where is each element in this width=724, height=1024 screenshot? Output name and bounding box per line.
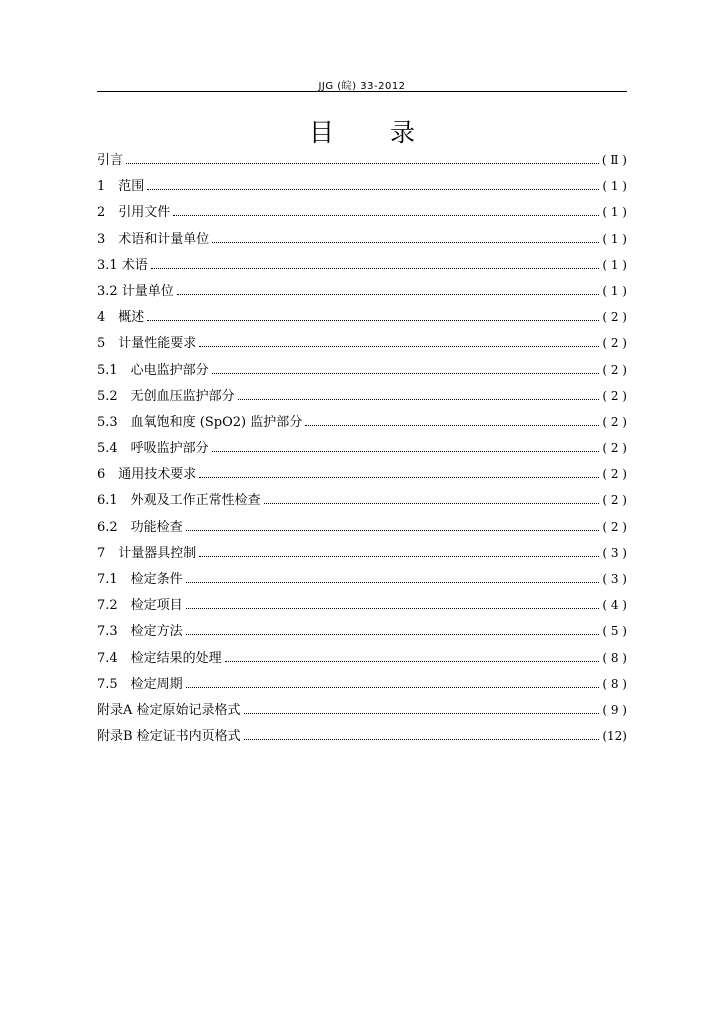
toc-entry[interactable] bbox=[97, 252, 627, 278]
toc-entry-page: ( 2 ) bbox=[602, 336, 627, 351]
toc-entry[interactable] bbox=[97, 226, 627, 252]
toc-entry-label: 附录A 检定原始记录格式 bbox=[97, 702, 241, 718]
toc-dot-leader bbox=[186, 687, 600, 688]
toc-entry[interactable] bbox=[97, 409, 627, 435]
toc-entry[interactable] bbox=[97, 723, 627, 749]
toc-entry[interactable] bbox=[97, 645, 627, 671]
toc-entry-page: ( 3 ) bbox=[602, 572, 627, 586]
toc-entry[interactable] bbox=[97, 304, 627, 330]
toc-dot-leader bbox=[186, 530, 600, 531]
toc-dot-leader bbox=[199, 346, 599, 347]
toc-entry-page: ( 2 ) bbox=[602, 414, 627, 429]
toc-entry[interactable] bbox=[97, 514, 627, 540]
toc-entry[interactable] bbox=[97, 461, 627, 487]
toc-entry-page: ( 3 ) bbox=[602, 545, 627, 560]
toc-dot-leader bbox=[199, 477, 599, 478]
toc-entry-label: 6.2 功能检查 bbox=[97, 519, 183, 535]
toc-dot-leader bbox=[186, 634, 600, 635]
toc-entry-page: ( 2 ) bbox=[602, 362, 627, 377]
toc-entry-label: 附录B 检定证书内页格式 bbox=[97, 729, 241, 745]
toc-dot-leader bbox=[238, 399, 600, 400]
toc-dot-leader bbox=[305, 425, 599, 426]
toc-dot-leader bbox=[173, 215, 599, 216]
toc-entry-label: 5.2 无创血压监护部分 bbox=[97, 388, 235, 404]
toc-entry-label: 5 计量性能要求 bbox=[97, 336, 197, 352]
toc-entry[interactable] bbox=[97, 671, 627, 697]
toc-entry-page: ( 1 ) bbox=[602, 283, 627, 298]
toc-entry-page: ( 2 ) bbox=[602, 310, 627, 325]
toc-entry[interactable] bbox=[97, 330, 627, 356]
toc-entry-page: ( 8 ) bbox=[602, 676, 627, 691]
toc-entry-label: 6 通用技术要求 bbox=[97, 467, 197, 483]
toc-entry-page: ( 2 ) bbox=[602, 467, 627, 482]
toc-dot-leader bbox=[186, 582, 600, 583]
toc-entry-label: 3 术语和计量单位 bbox=[97, 231, 210, 247]
toc-entry-label: 7.1 检定条件 bbox=[97, 572, 183, 587]
toc-entry[interactable] bbox=[97, 566, 627, 592]
toc-entry-page: ( 1 ) bbox=[602, 231, 627, 246]
toc-dot-leader bbox=[199, 556, 599, 557]
toc-entry[interactable] bbox=[97, 618, 627, 644]
toc-entry-page: ( 8 ) bbox=[602, 650, 627, 665]
toc-entry[interactable] bbox=[97, 147, 627, 173]
toc-entry-page: ( 4 ) bbox=[602, 598, 627, 613]
toc-dot-leader bbox=[186, 608, 600, 609]
toc-dot-leader bbox=[147, 320, 599, 321]
toc-entry-label: 7 计量器具控制 bbox=[97, 545, 197, 561]
toc-dot-leader bbox=[147, 189, 599, 190]
toc-entry-page: ( 5 ) bbox=[602, 624, 627, 639]
table-of-contents bbox=[97, 147, 627, 749]
toc-title: 目 录 bbox=[309, 118, 415, 147]
header-divider bbox=[97, 91, 627, 92]
toc-dot-leader bbox=[212, 451, 600, 452]
toc-entry-page: ( 2 ) bbox=[602, 388, 627, 403]
toc-entry-label: 5.3 血氧饱和度 (SpO2) 监护部分 bbox=[97, 414, 303, 430]
toc-entry[interactable] bbox=[97, 435, 627, 461]
toc-entry[interactable] bbox=[97, 199, 627, 225]
toc-entry[interactable] bbox=[97, 540, 627, 566]
toc-entry-page: ( 2 ) bbox=[602, 493, 627, 508]
toc-dot-leader bbox=[126, 163, 599, 164]
toc-dot-leader bbox=[244, 713, 600, 714]
toc-entry[interactable] bbox=[97, 383, 627, 409]
toc-entry-label: 3.1 术语 bbox=[97, 257, 148, 273]
toc-entry[interactable] bbox=[97, 487, 627, 513]
toc-entry-label: 5.1 心电监护部分 bbox=[97, 362, 209, 378]
toc-entry-label: 6.1 外观及工作正常性检查 bbox=[97, 493, 261, 509]
toc-entry-label: 引言 bbox=[97, 153, 124, 168]
toc-entry-page: ( 2 ) bbox=[602, 441, 627, 456]
toc-dot-leader bbox=[225, 661, 600, 662]
toc-entry[interactable] bbox=[97, 278, 627, 304]
toc-dot-leader bbox=[264, 503, 600, 504]
toc-entry-page: (12) bbox=[602, 729, 627, 744]
toc-entry-page: ( 9 ) bbox=[602, 702, 627, 717]
toc-entry-page: ( 1 ) bbox=[602, 257, 627, 272]
toc-entry-page: ( 1 ) bbox=[602, 205, 627, 220]
toc-entry-label: 7.4 检定结果的处理 bbox=[97, 650, 222, 666]
toc-dot-leader bbox=[212, 242, 599, 243]
toc-entry[interactable] bbox=[97, 592, 627, 618]
toc-entry-label: 1 范围 bbox=[97, 179, 145, 195]
toc-dot-leader bbox=[244, 739, 600, 740]
toc-entry-page: ( 2 ) bbox=[602, 519, 627, 534]
toc-dot-leader bbox=[177, 294, 600, 295]
toc-entry-label: 7.2 检定项目 bbox=[97, 598, 183, 614]
toc-entry-label: 5.4 呼吸监护部分 bbox=[97, 441, 209, 457]
toc-dot-leader bbox=[212, 373, 600, 374]
toc-entry-label: 7.3 检定方法 bbox=[97, 624, 183, 640]
toc-entry-page: ( 1 ) bbox=[602, 179, 627, 194]
document-code: JJG (皖) 33-2012 bbox=[318, 81, 406, 92]
toc-dot-leader bbox=[151, 268, 600, 269]
toc-entry-page: ( Ⅱ ) bbox=[601, 153, 627, 167]
toc-entry-label: 3.2 计量单位 bbox=[97, 283, 174, 299]
toc-entry-label: 4 概述 bbox=[97, 310, 145, 326]
toc-entry-label: 7.5 检定周期 bbox=[97, 676, 183, 692]
toc-entry[interactable] bbox=[97, 173, 627, 199]
toc-entry-label: 2 引用文件 bbox=[97, 205, 171, 221]
toc-entry[interactable] bbox=[97, 357, 627, 383]
toc-entry[interactable] bbox=[97, 697, 627, 723]
